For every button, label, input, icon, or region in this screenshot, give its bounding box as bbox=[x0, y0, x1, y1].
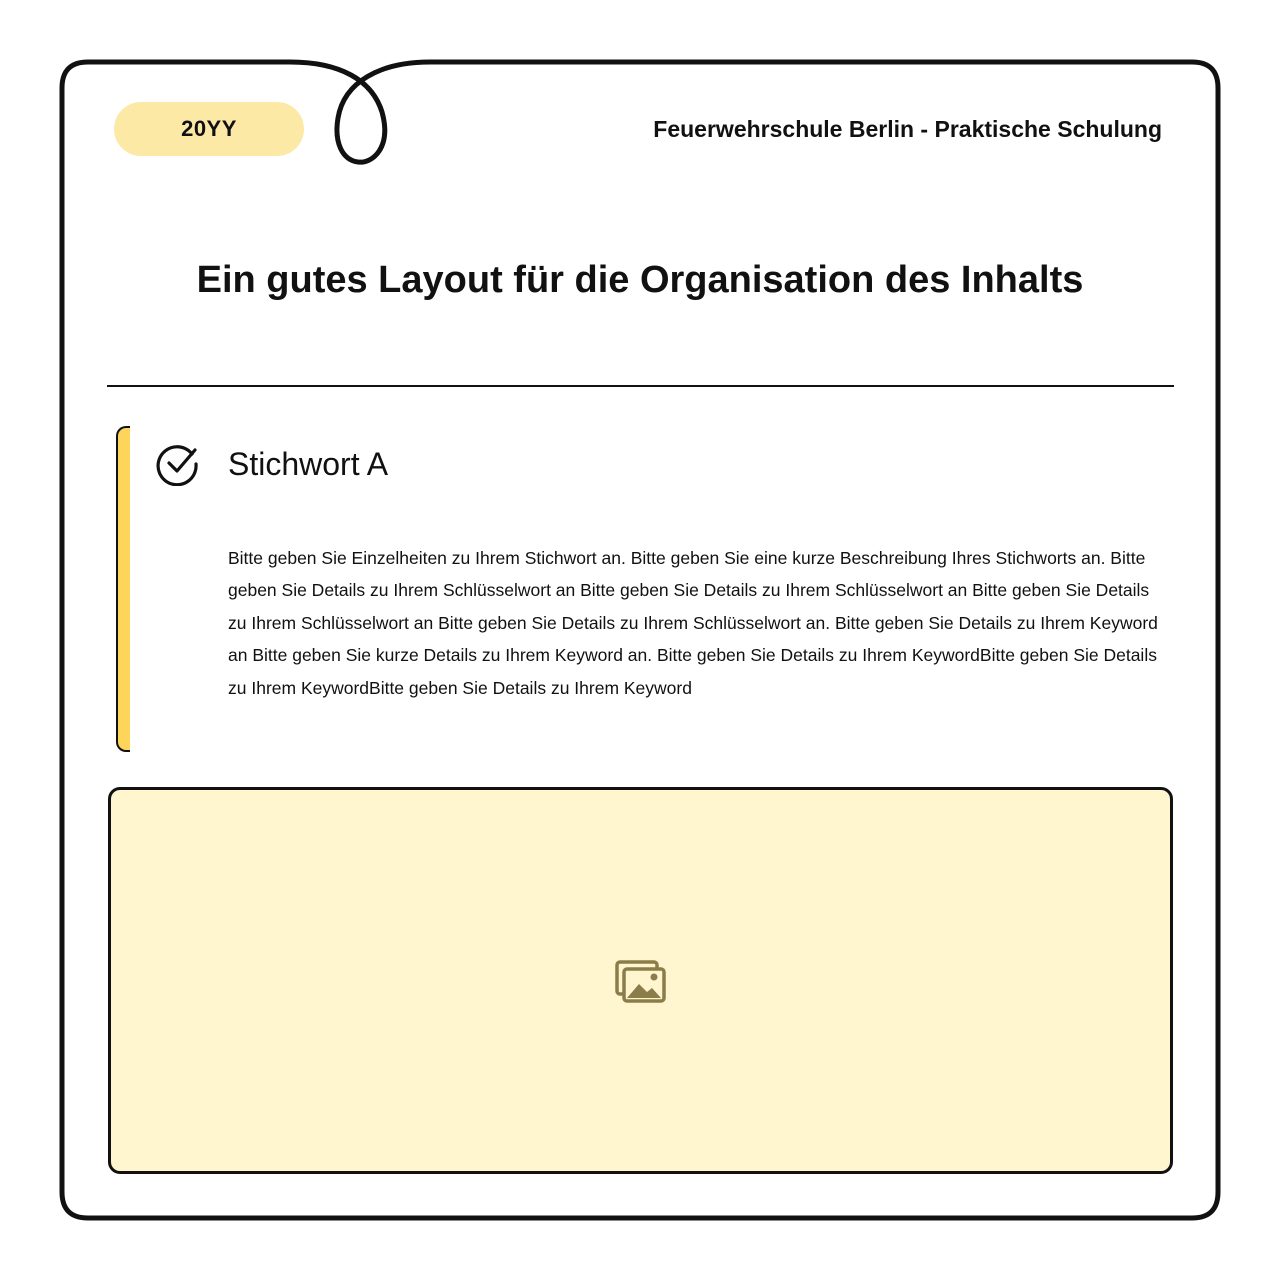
section-accent-bar bbox=[116, 426, 130, 752]
year-badge: 20YY bbox=[114, 102, 304, 156]
check-circle-icon bbox=[156, 442, 200, 486]
section-heading: Stichwort A bbox=[228, 446, 389, 482]
page-title: Ein gutes Layout für die Organisation des Inhalts bbox=[196, 259, 1084, 301]
image-placeholder-icon bbox=[614, 958, 668, 1006]
keyword-section bbox=[116, 426, 1176, 754]
section-body-text: Bitte geben Sie Einzelheiten zu Ihrem Stichwort an. Bitte geben Sie eine kurze Beschreibung Ihres Stichworts an. Bitte geben Sie Details zu Ihrem Schlüsselwort an Bitte geben Sie Details zu Ihrem Schlüsselwort an Bitte geben Sie Details zu Ihrem Schlüsselwort an Bitte geben Sie Details zu Ihrem Schlüsselwort an. Bitte geben Sie Details zu Ihrem Keyword an Bitte geben Sie kurze Details zu Ihrem Keyword an. Bitte geben Sie Details zu Ihrem KeywordBitte geben Sie Details zu Ihrem KeywordBitte geben Sie Details zu Ihrem Keyword bbox=[228, 548, 1158, 698]
title-divider bbox=[107, 385, 1174, 387]
organization-name: Feuerwehrschule Berlin - Praktische Schulung bbox=[653, 116, 1162, 142]
